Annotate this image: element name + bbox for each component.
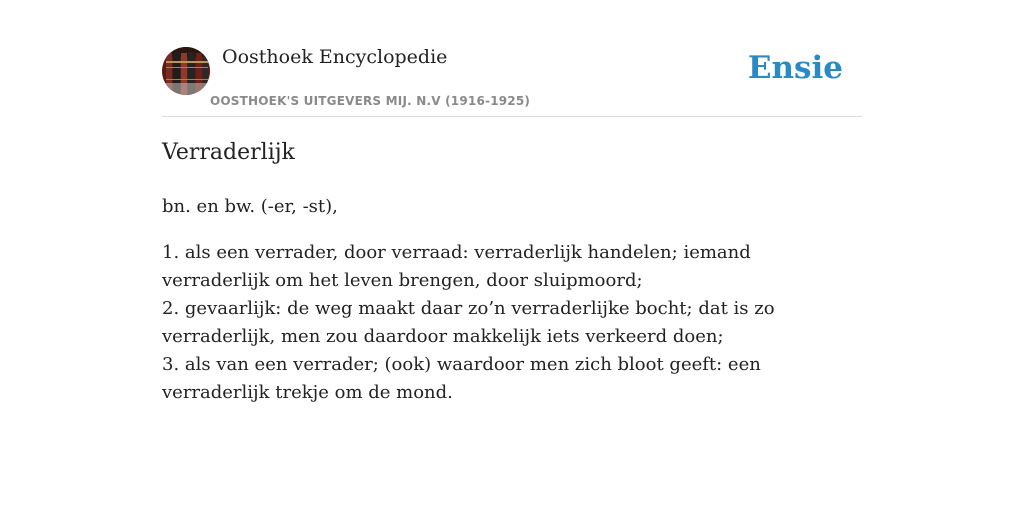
book-spines-icon[interactable]: [162, 47, 210, 95]
definition-item: 2. gevaarlijk: de weg maakt daar zo’n verraderlijke bocht; dat is zo verraderlijk, men zou daardoor makkelijk iets verkeerd doen;: [162, 298, 775, 347]
definition-item: 3. als van een verrader; (ook) waardoor men zich bloot geeft: een verraderlijk trekje om de mond.: [162, 354, 761, 403]
publisher-label: OOSTHOEK'S UITGEVERS MIJ. N.V (1916-1925): [210, 94, 531, 108]
site-title[interactable]: Oosthoek Encyclopedie: [222, 46, 448, 68]
entry-title: Verraderlijk: [162, 140, 295, 165]
entry-card: [162, 0, 862, 512]
definition-item: 1. als een verrader, door verraad: verraderlijk handelen; iemand verraderlijk om het leven brengen, door sluipmoord;: [162, 242, 751, 291]
grammar-note: bn. en bw. (-er, -st),: [162, 196, 338, 217]
page-header: [162, 0, 862, 117]
definitions: [162, 239, 852, 407]
ensie-logo[interactable]: Ensie: [747, 50, 843, 86]
